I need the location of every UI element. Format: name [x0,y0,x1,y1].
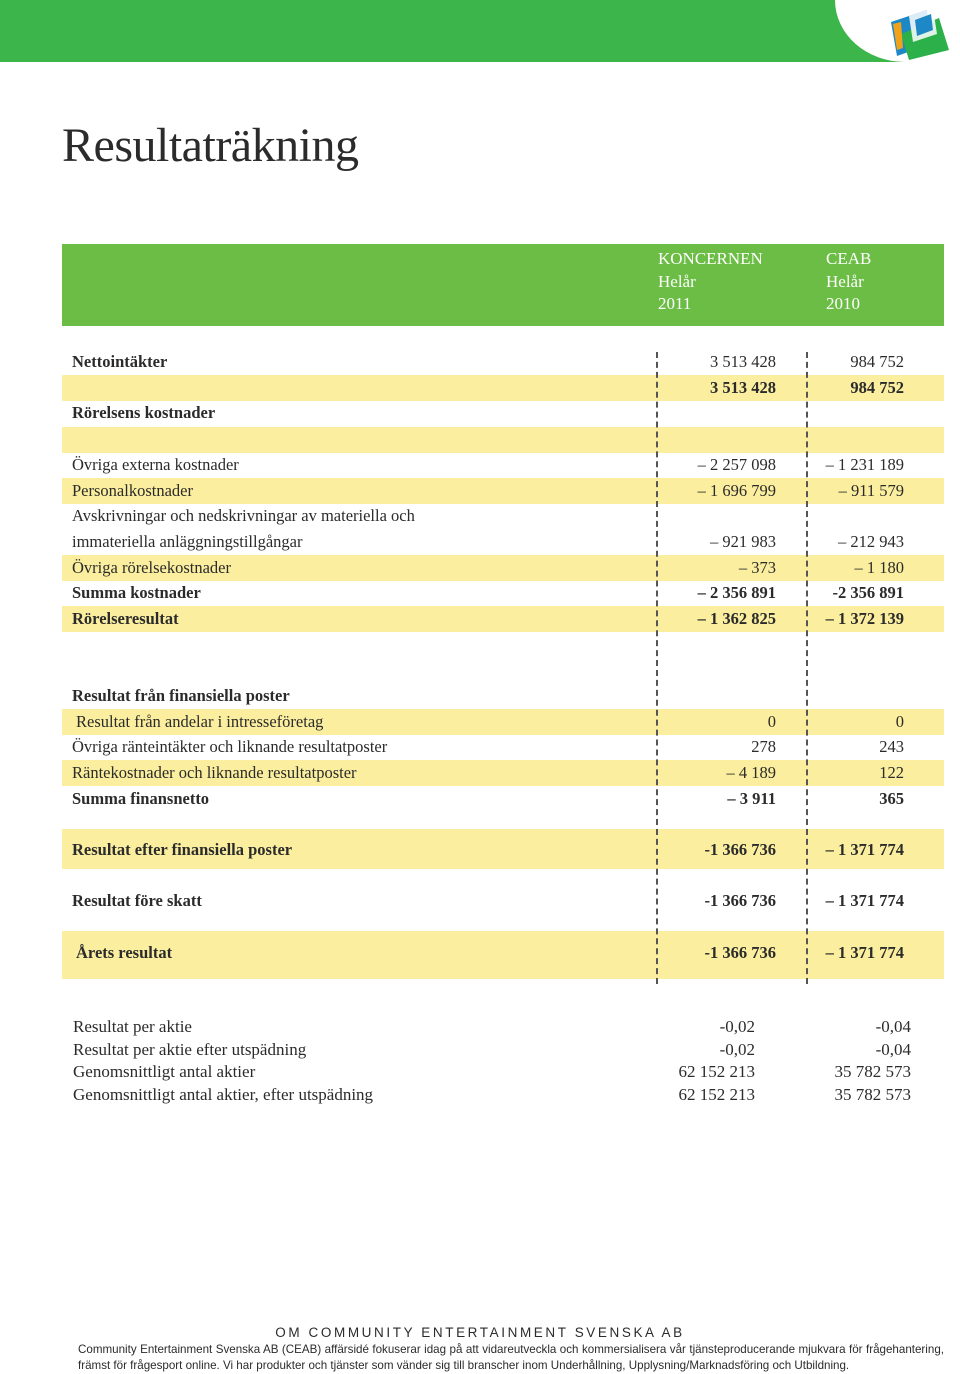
row-value-koncernen: 0 [767,712,776,731]
row-value-koncernen: – 2 356 891 [697,583,776,602]
row-value-koncernen: 3 513 428 [710,378,776,397]
share-row [0,1084,960,1106]
row-value-koncernen: – 2 257 098 [697,455,776,474]
row-label: immateriella anläggningstillgångar [72,532,303,551]
row-label: Personalkostnader [72,481,193,500]
table-row [0,556,960,580]
row-label: Årets resultat [76,943,173,962]
share-value-ceab: 35 782 573 [834,1062,911,1081]
row-label: Summa kostnader [72,583,201,602]
row-label: Rörelseresultat [72,609,179,628]
row-value-koncernen: 3 513 428 [710,352,776,371]
column-year: 2010 [826,294,860,313]
row-value-koncernen: -1 366 736 [704,943,776,962]
column-period: Helår [658,271,696,291]
share-row [0,1061,960,1083]
table-row [0,838,960,862]
table-row [0,941,960,965]
row-value-koncernen: -1 366 736 [704,891,776,910]
column-period: Helår [826,271,864,291]
table-row [0,376,960,400]
table-row [0,504,960,528]
share-value-ceab: -0,04 [875,1017,911,1036]
row-value-koncernen: – 3 911 [727,789,776,808]
row-value-koncernen: -1 366 736 [704,840,776,859]
row-value-ceab: 365 [879,789,904,808]
table-row [0,581,960,605]
share-row [0,1039,960,1061]
row-value-ceab: – 1 372 139 [825,609,904,628]
column-year: 2011 [658,294,692,313]
column-header-koncernen [658,248,763,316]
row-value-ceab: 243 [879,737,904,756]
share-label: Genomsnittligt antal aktier, efter utspädning [73,1085,374,1104]
row-value-ceab: – 1 371 774 [825,891,904,910]
row-value-ceab: – 1 371 774 [825,943,904,962]
table-row [0,710,960,734]
row-value-ceab: 984 752 [850,378,904,397]
table-row [0,889,960,913]
row-value-koncernen: – 1 696 799 [697,481,776,500]
table-row [0,401,960,425]
row-value-koncernen: – 1 362 825 [697,609,776,628]
top-bar [0,0,960,62]
row-value-ceab: – 911 579 [838,481,904,500]
ceab-logo-icon [887,4,955,62]
share-row [0,1016,960,1038]
column-entity: KONCERNEN [658,249,763,268]
table-row [0,479,960,503]
row-value-ceab: 984 752 [850,352,904,371]
table-row [0,427,960,451]
row-value-ceab: – 1 180 [854,558,904,577]
row-label: Avskrivningar och nedskrivningar av materiella och [72,506,415,525]
table-row [0,607,960,631]
row-value-ceab: -2 356 891 [832,583,904,602]
share-value-koncernen: 62 152 213 [678,1085,755,1104]
row-label: Resultat från finansiella poster [72,686,290,705]
column-header-band [62,244,944,326]
row-label: Resultat efter finansiella poster [72,840,293,859]
page-title: Resultaträkning [62,119,359,172]
row-label: Övriga ränteintäkter och liknande resultatposter [72,737,388,756]
row-label: Övriga externa kostnader [72,455,239,474]
row-value-ceab: – 1 371 774 [825,840,904,859]
row-value-ceab: 0 [895,712,904,731]
row-value-koncernen: – 4 189 [726,763,776,782]
share-value-koncernen: -0,02 [719,1017,755,1036]
share-value-ceab: 35 782 573 [834,1085,911,1104]
table-row [0,530,960,554]
row-label: Summa finansnetto [72,789,210,808]
row-value-koncernen: – 373 [738,558,776,577]
share-value-ceab: -0,04 [875,1040,911,1059]
row-value-ceab: – 1 231 189 [825,455,904,474]
row-value-ceab: – 212 943 [838,532,904,551]
row-label: Resultat före skatt [72,891,202,910]
row-value-koncernen: – 921 983 [710,532,776,551]
column-entity: CEAB [826,249,872,268]
table-row [0,735,960,759]
row-label: Nettointäkter [72,352,168,371]
share-label: Genomsnittligt antal aktier [73,1062,256,1081]
row-label: Resultat från andelar i intresseföretag [76,712,324,731]
table-row [0,684,960,708]
row-label: Övriga rörelsekostnader [72,558,231,577]
about-text: Community Entertainment Svenska AB (CEAB) affärsidé fokuserar idag på att vidareutveckla och kommersialisera vår tjänsteproducerande mjukvara för frågehantering, främst för frågesport online. Vi har produkter och tjänster som vänder sig till branscher inom Underhållning, Upplysning/Marknadsföring och Utbildning. [78,1343,944,1372]
table-row [0,787,960,811]
table-row [0,761,960,785]
about-heading: OM COMMUNITY ENTERTAINMENT SVENSKA AB [275,1325,685,1340]
row-value-koncernen: 278 [751,737,776,756]
row-label: Rörelsens kostnader [72,403,216,422]
row-value-ceab: 122 [879,763,904,782]
share-label: Resultat per aktie efter utspädning [73,1040,307,1059]
row-label: Räntekostnader och liknande resultatposter [72,763,357,782]
column-header-ceab [826,248,871,316]
share-label: Resultat per aktie [73,1017,192,1036]
table-row [0,350,960,374]
table-row [0,453,960,477]
share-value-koncernen: -0,02 [719,1040,755,1059]
share-value-koncernen: 62 152 213 [678,1062,755,1081]
